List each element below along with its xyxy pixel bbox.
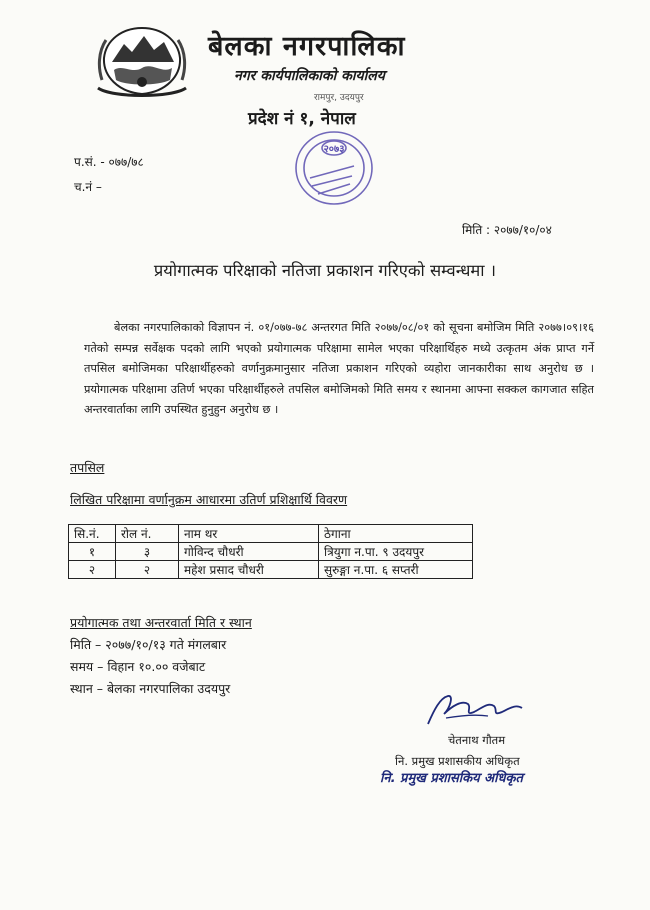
designation-stamp: नि. प्रमुख प्रशासकिय अधिकृत — [380, 771, 523, 786]
nepal-emblem-logo — [92, 22, 192, 102]
table-row — [69, 561, 473, 579]
signatory-name: चेतनाथ गौतम — [448, 733, 506, 747]
handwritten-signature — [418, 690, 528, 730]
schedule-place: स्थान – बेलका नगरपालिका उदयपुर — [70, 681, 231, 696]
table-cell: २ — [116, 561, 179, 579]
stamp-year: २०७३ — [323, 144, 345, 155]
letter-date: मिति : २०७७/१०/०४ — [462, 223, 552, 237]
table-cell: महेश प्रसाद चौधरी — [179, 561, 319, 579]
letter-body — [84, 318, 594, 421]
signatory-designation: नि. प्रमुख प्रशासकीय अधिकृत — [395, 754, 520, 768]
table-cell: १ — [69, 543, 116, 561]
letter-subject: प्रयोगात्मक परिक्षाको नतिजा प्रकाशन गरिएको सम्वन्धमा । — [153, 261, 497, 280]
table-cell: ३ — [116, 543, 179, 561]
tapsil-heading: तपसिल — [70, 460, 105, 475]
table-cell: गोविन्द चौधरी — [179, 543, 319, 561]
schedule-block — [70, 612, 252, 700]
results-table — [68, 524, 473, 579]
schedule-time: समय – विहान १०.०० वजेबाट — [70, 659, 206, 674]
header-cell: सि.नं. — [69, 525, 116, 543]
table-row — [69, 543, 473, 561]
schedule-heading: प्रयोगात्मक तथा अन्तरवार्ता मिति र स्थान — [70, 615, 252, 630]
header-cell: ठेगाना — [319, 525, 473, 543]
office-name: नगर कार्यपालिकाको कार्यालय — [234, 68, 385, 84]
reference-number: प.सं. - ०७७/७८ — [74, 155, 144, 169]
header-cell: रोल नं. — [116, 525, 179, 543]
body-paragraph: बेलका नगरपालिकाको विज्ञापन नं. ०१/०७७-७८ अन्तरगत मिति २०७७/०८/०१ को सूचना बमोजिम मिति २०७७।०९।१६ गतेको सम्पन्न सर्वेक्षक पदको लागि भएको प्रयोगात्मक परिक्षामा सामेल भएका परिक्षार्थिहरु मध्ये उत्कृतम अंक प्राप्त गर्ने तपसिल बमोजिमका परिक्षार्थीहरुको वर्णानुक्रमानुसार नतिजा प्रकाशन गरिएको व्यहोरा जानकारीका साथ अनुरोध छ । प्रयोगात्मक परिक्षामा उतिर्ण भएका परिक्षार्थीहरुले तपसिल बमोजिमको मिति समय र स्थानमा आफ्ना सक्कल कागजात सहित अन्तरवार्ताका लागि उपस्थित हुनुहुन अनुरोध छ । — [84, 321, 594, 416]
organization-name: बेलका नगरपालिका — [208, 31, 406, 62]
office-seal-stamp — [292, 126, 376, 210]
province-line: प्रदेश नं १, नेपाल — [248, 109, 356, 129]
office-address: रामपुर, उदयपुर — [314, 93, 364, 103]
table-cell: त्रियुगा न.पा. ९ उदयपुर — [319, 543, 473, 561]
table-cell: सुरुङ्गा न.पा. ६ सप्तरी — [319, 561, 473, 579]
table-cell: २ — [69, 561, 116, 579]
schedule-date: मिति – २०७७/१०/१३ गते मंगलबार — [70, 637, 227, 652]
table-caption: लिखित परिक्षामा वर्णानुक्रम आधारमा उतिर्ण प्रशिक्षार्थि विवरण — [70, 492, 348, 507]
header-cell: नाम थर — [179, 525, 319, 543]
table-header-row — [69, 525, 473, 543]
dispatch-number: च.नं – — [74, 180, 102, 194]
